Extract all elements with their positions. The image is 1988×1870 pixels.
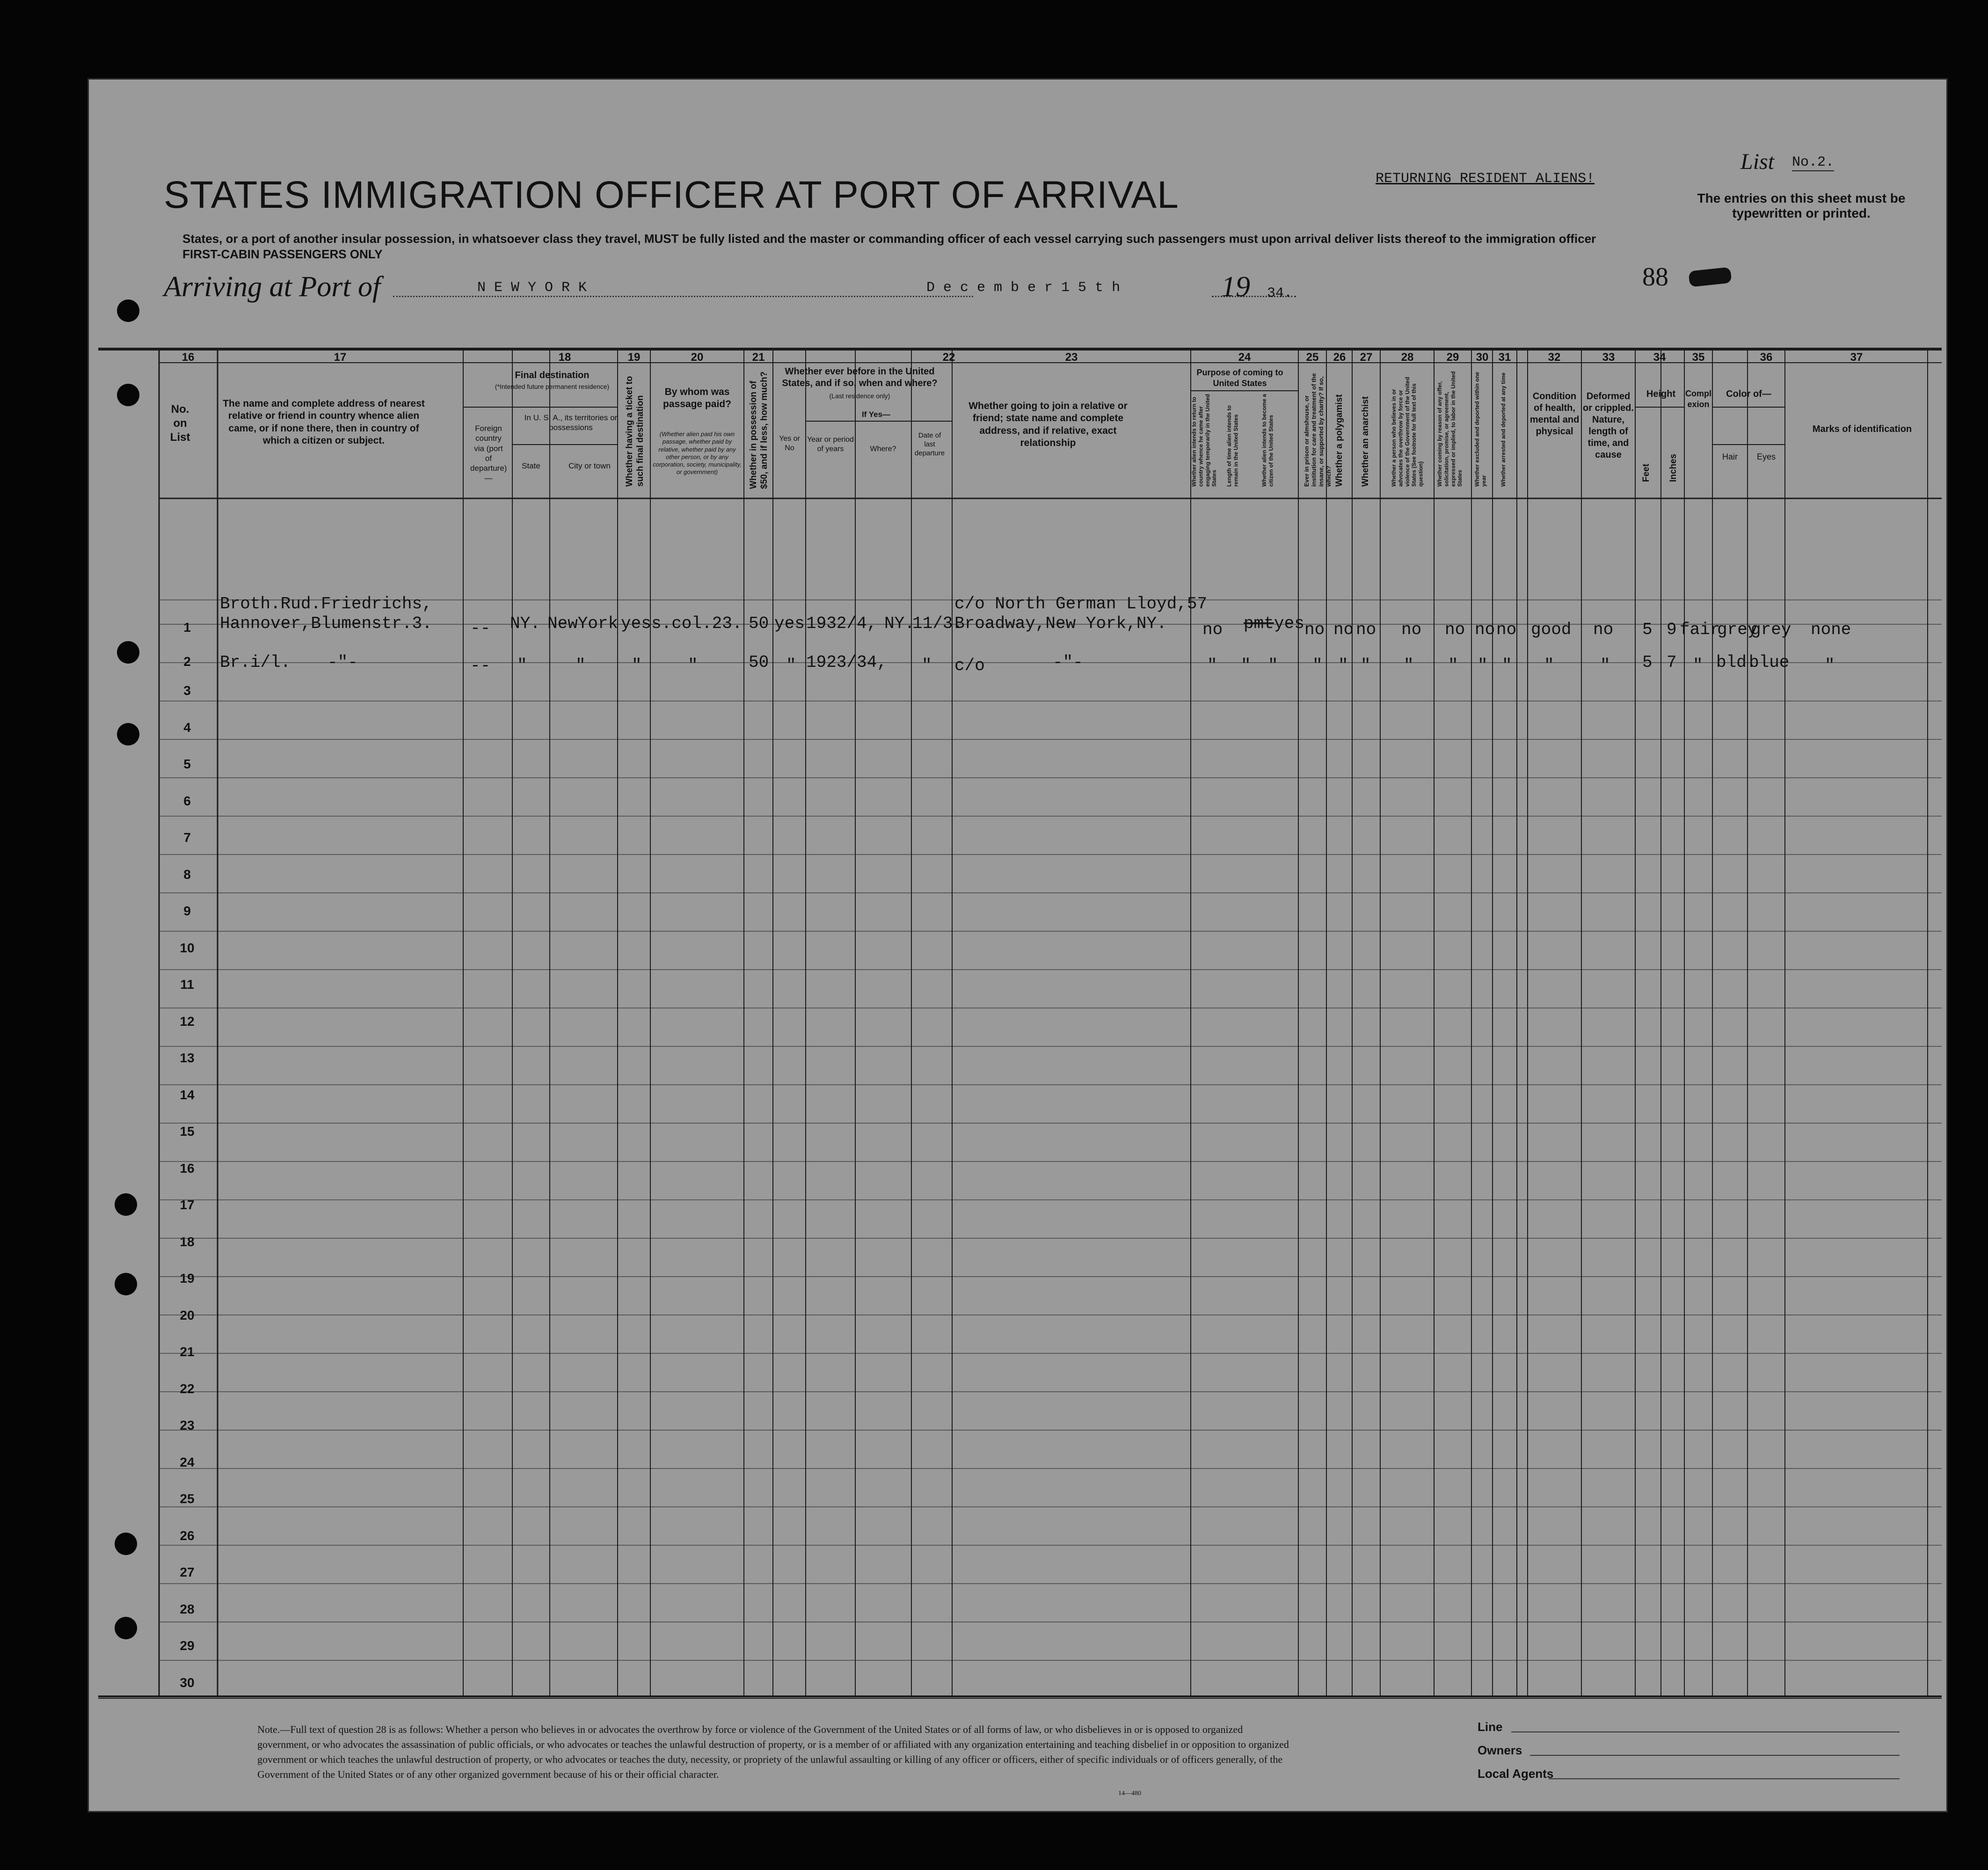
header-in-usa: In U. S. A., its territories or possessions [524,413,618,432]
column-number: 31 [1498,351,1511,364]
r2-passage-paid: " [688,656,698,675]
row-number: 11 [180,977,194,992]
column-number: 36 [1760,351,1773,364]
r1-purpose-length: pmt [1244,614,1274,633]
row-number: 18 [180,1234,195,1249]
header-anarchist: Whether an anarchist [1361,396,1370,487]
row-number: 21 [180,1344,195,1359]
header-foreign-country: Foreign country via (port of departure)— [470,424,507,483]
header-marks: Marks of identification [1812,424,1912,434]
row-number: 2 [183,654,191,669]
r2-inches: 7 [1667,653,1677,672]
page-mark: 88 [1642,263,1668,292]
row-number: 26 [180,1528,195,1543]
agents-rule [1549,1778,1900,1779]
column-number: 26 [1333,351,1346,364]
r2-money: 50 [749,653,769,672]
column-number: 30 [1476,351,1489,364]
column-number: 34 [1653,351,1666,364]
r2-feet: 5 [1642,653,1653,672]
header-before-in-us-sub: (Last residence only) [829,392,890,400]
column-number: 23 [1065,351,1078,364]
header-ticket: Whether having a ticket to such final destination [625,376,645,487]
column-number: 17 [334,351,347,364]
header-no-on-list: No. on List [170,403,190,444]
r2-eyes: blue [1749,653,1790,672]
row-number: 16 [180,1161,195,1176]
r1-deformed: no [1593,620,1614,639]
form-code: 14—480 [1118,1790,1141,1797]
r1-health: good [1531,620,1572,639]
r1-purpose-citizen: yes [1274,614,1304,633]
row-number: 6 [183,793,191,808]
header-yes-no: Yes or No [779,435,800,452]
r2-overthrow: " [1404,656,1414,675]
r2-arrested: " [1502,656,1512,675]
r2-purpose-citizen: " [1268,656,1278,675]
r1-complexion: fair [1680,620,1720,639]
header-final-destination: Final destination [515,370,590,380]
cabin-class: FIRST-CABIN PASSENGERS ONLY [182,247,383,261]
header-relative: The name and complete address of nearest relative or friend in country whence alien came, or if none there, then in country of which a citizen or subject. [223,398,425,446]
row-number: 13 [180,1051,195,1065]
r1-yes-no: yes [774,614,805,633]
list-number: No.2. [1792,154,1835,170]
r1-relative-name: Broth.Rud.Friedrichs, [220,594,432,614]
binder-hole [117,299,139,322]
r1-join-line1: c/o North German Lloyd,57 [954,594,1208,614]
row-number: 27 [180,1565,195,1579]
row-number: 8 [183,867,191,882]
sheet-instruction: The entries on this sheet must be typewritten or printed. [1697,191,1906,221]
row-number: 25 [180,1491,195,1506]
row-number: 23 [180,1418,195,1432]
r1-money: 50 [749,614,769,633]
r1-polygamist: no [1333,620,1354,639]
header-final-destination-sub: (*Intended future permanent residence) [495,383,610,390]
year-suffix: 34. [1267,285,1293,301]
column-number: 37 [1850,351,1863,364]
row-number: 4 [183,720,191,735]
r2-relative-name: Br.i/l. [220,653,291,672]
header-purpose-length: Length of time alien intends to remain in the United States [1226,405,1239,487]
r1-join-line2: Broadway,New York,NY. [954,614,1167,633]
r1-eyes: grey [1751,620,1791,639]
column-number: 32 [1548,351,1561,364]
header-complexion: Complexion [1685,389,1711,409]
r2-anarchist: " [1361,656,1371,675]
column-number: 21 [752,351,765,364]
column-number: 33 [1602,351,1615,364]
r2-excluded: " [1478,656,1488,675]
r2-prison: " [1312,656,1323,675]
row-number: 19 [180,1271,195,1286]
column-number: 27 [1360,351,1373,364]
column-number: 29 [1446,351,1459,364]
header-arrested: Whether arrested and deported at any time [1500,372,1507,487]
line-label: Line [1478,1720,1503,1734]
column-number: 22 [942,351,955,364]
arrival-date: D e c e m b e r 1 5 t h [926,280,1121,296]
manifest-sheet [89,80,1946,1811]
column-number: 19 [627,351,641,364]
row-number: 22 [180,1381,195,1396]
column-number: 25 [1306,351,1319,364]
r1-passage-paid: s.col.23. [651,614,743,633]
r1-city: NewYork [547,614,619,633]
r1-hair: grey [1717,620,1758,639]
r1-labor: no [1445,620,1465,639]
header-passage-paid: By whom was passage paid? [663,387,731,410]
r1-anarchist: no [1356,620,1376,639]
row-number: 15 [180,1124,195,1139]
local-agents-label: Local Agents [1478,1767,1554,1781]
header-hair: Hair [1722,452,1738,461]
header-city: City or town [568,461,611,470]
header-money: Whether in possession of $50, and if less, how much? [749,371,769,489]
r2-city: " [575,656,586,675]
column-number: 28 [1401,351,1414,364]
r1-state: NY. [510,614,540,633]
r2-join-ditto: -"- [1053,653,1083,672]
header-excluded: Whether excluded and deported within one year [1474,372,1487,487]
r1-where: NY. [884,614,915,633]
binder-hole [117,723,139,745]
header-height: Height [1646,389,1676,399]
header-passage-paid-sub: (Whether alien paid his own passage, whether paid by relative, whether paid by any other person, or by any corporation, society, municipality, or government) [653,431,742,476]
header-where: Where? [870,445,896,453]
owners-rule [1530,1755,1900,1756]
row-number: 3 [183,683,191,698]
r2-polygamist: " [1338,656,1348,675]
list-label: List [1740,149,1775,174]
header-if-yes: If Yes— [861,410,891,419]
row-number: 20 [180,1308,195,1322]
row-number: 10 [180,940,195,955]
r1-arrested: no [1496,620,1517,639]
r2-join-line1: c/o [954,656,985,675]
r1-foreign: -- [470,619,491,638]
r2-ticket: " [632,656,642,675]
r2-health: " [1544,656,1554,675]
column-number: 18 [558,351,571,364]
arriving-label: Arriving at Port of [164,271,381,303]
binder-hole [115,1273,137,1295]
r2-complexion: " [1693,656,1703,675]
r1-purpose-return: no [1202,620,1223,639]
header-labor-offer: Whether coming by reason of any offer, solicitation, promise, or agreement, expressed or implied, to labor in the United States [1436,371,1464,487]
header-join-relative: Whether going to join a relative or friend; state name and complete address, and if relative, exact relationship [969,401,1128,448]
header-feet: Feet [1641,463,1651,482]
header-purpose-citizen: Whether alien intends to become a citizen of the United States [1261,394,1274,487]
r1-excluded: no [1475,620,1495,639]
r1-marks: none [1811,620,1851,639]
binder-hole [115,1617,137,1639]
line-rule [1511,1731,1900,1732]
r2-marks: " [1825,656,1835,675]
r2-state: " [517,656,527,675]
r1-departure: 11/3. [912,614,963,633]
row-number: 28 [180,1601,195,1616]
r2-foreign: -- [470,656,491,675]
r1-relative-address: Hannover,Blumenstr.3. [220,614,432,633]
row-number: 14 [180,1087,195,1102]
row-number: 30 [180,1675,195,1690]
r1-inches: 9 [1667,620,1677,639]
column-number: 24 [1238,351,1251,364]
r2-purpose-return: " [1207,656,1217,675]
r2-hair: bld. [1716,653,1757,672]
header-before-in-us: Whether ever before in the United States, and if so, when and where? [782,366,938,388]
year-prefix: 19 [1221,271,1250,303]
header-inches: Inches [1668,453,1678,482]
r2-deformed: " [1600,656,1610,675]
r2-where: " [922,656,932,675]
column-number: 16 [182,351,195,364]
row-number: 29 [180,1638,195,1653]
header-health: Condition of health, mental and physical [1529,391,1580,437]
header-state: State [522,461,540,470]
header-overthrow: Whether a person who believes in or advocates the overthrow by force or violence of the Government of the United States (See footnote for full text of this question) [1391,377,1424,487]
header-purpose: Purpose of coming to United States [1196,368,1283,388]
column-number: 35 [1692,351,1705,364]
footnote-q28: Note.—Full text of question 28 is as follows: Whether a person who believes in or advocates the overthrow by force or violence of the Government of the United States or of all forms of law, or who disbelieves in or is opposed to organized government, or who advocates the assassination of public officials, or who advocates or teaches the unlawful destruction of property, or is a member of or affiliated with any organization entertaining and teaching disbelief in or opposition to organized government or which teaches the unlawful destruction of property, or who advocates or teaches the duty, necessity, or propriety of the unlawful assaulting or killing of any officer or officers, either of specific individuals or of officers generally, of the Government of the United States or of any other organized government because of his or their official character. [257,1724,1289,1780]
r2-yes-no: " [786,656,796,675]
r2-years: 1923/34, [806,653,887,672]
r2-labor: " [1448,656,1458,675]
binder-hole [117,641,139,664]
returning-resident-label: RETURNING RESIDENT ALIENS! [1376,171,1595,187]
row-number: 7 [183,830,191,845]
row-number: 9 [183,904,191,918]
header-color-of: Color of— [1726,389,1771,399]
row-number: 1 [183,620,191,635]
header-year: Year or period of years [807,436,854,453]
r1-feet: 5 [1642,620,1653,639]
r1-years: 1932/4, [806,614,877,633]
r2-purpose-length: " [1241,656,1251,675]
owners-label: Owners [1478,1743,1522,1757]
row-number: 5 [183,757,191,771]
r1-prison: no [1304,620,1325,639]
binder-hole [115,1193,137,1216]
header-eyes: Eyes [1756,452,1776,461]
header-prison: Ever in prison or almshouse, or institution for care and treatment of the insane, or supported by charity? If so, which? [1303,373,1332,487]
r2-relative-ditto: -"- [328,653,358,672]
binder-hole [115,1533,137,1555]
header-purpose-return: Whether alien intends to return to country whence he came after engaging temporarily in the United States [1191,394,1218,487]
page-title: STATES IMMIGRATION OFFICER AT PORT OF ARRIVAL [164,174,1179,216]
port-name: N E W Y O R K [477,280,587,296]
header-departure: Date of last departure [914,431,945,457]
r1-ticket: yes [621,614,651,633]
header-deformed: Deformed or crippled. Nature, length of time, and cause [1583,391,1634,460]
row-number: 24 [180,1454,195,1469]
row-number: 17 [180,1198,195,1212]
intro-text: States, or a port of another insular possession, in whatsoever class they travel, MUST be fully listed and the master or commanding officer of each vessel carrying such passengers must upon arrival deliver lists thereof to the immigration officer [182,232,1596,246]
binder-hole [117,384,139,406]
form-grid [89,80,1946,1811]
column-number: 20 [691,351,704,364]
row-number: 12 [180,1014,195,1029]
r1-overthrow: no [1401,620,1422,639]
header-polygamist: Whether a polygamist [1334,394,1344,487]
